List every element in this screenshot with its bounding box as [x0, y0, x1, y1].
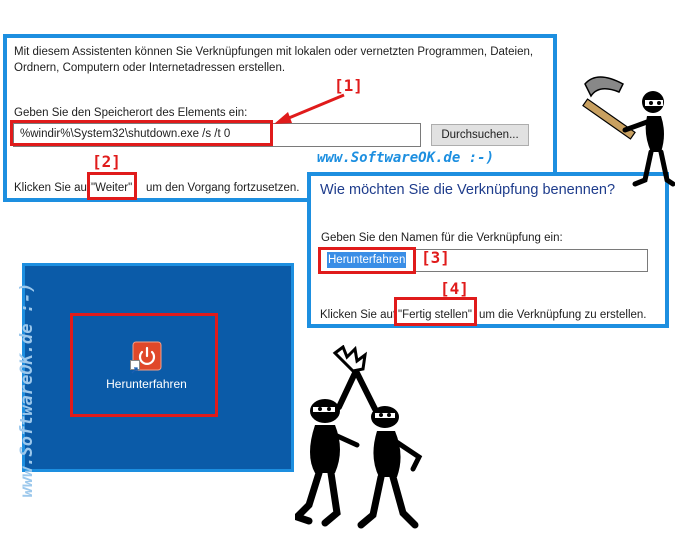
- highlight-shortcut: [70, 313, 218, 417]
- location-label: Geben Sie den Speicherort des Elements ein:: [14, 107, 248, 119]
- watermark-vertical: www.SoftwareOK.de :-): [17, 282, 37, 498]
- browse-button[interactable]: Durchsuchen...: [431, 124, 529, 146]
- name-label: Geben Sie den Namen für die Verknüpfung ein:: [321, 232, 563, 244]
- footer-text-pre: Klicken Sie auf: [14, 182, 91, 194]
- high-five-figures-icon: [295, 345, 435, 535]
- highlight-next: [87, 172, 137, 200]
- finish-reference: "Fertig stellen": [398, 309, 472, 321]
- intro-text: Mit diesem Assistenten können Sie Verknüpfungen mit lokalen oder vernetzten Programmen, Dateien,: [14, 46, 534, 58]
- highlight-location-input: [10, 120, 273, 146]
- highlight-finish: [394, 297, 477, 326]
- intro-text-2: Ordnern, Computern oder Internetadressen erstellen.: [14, 62, 286, 74]
- watermark-horizontal: www.SoftwareOK.de :-): [317, 150, 495, 166]
- footer-text-post: um den Vorgang fortzusetzen.: [146, 182, 300, 194]
- marker-4: [4]: [440, 279, 469, 298]
- dialog-title: Wie möchten Sie die Verknüpfung benennen?: [320, 182, 616, 198]
- highlight-name-input: [318, 247, 416, 274]
- footer-text-post: um die Verknüpfung zu erstellen.: [479, 309, 647, 321]
- marker-1: [1]: [334, 76, 363, 95]
- next-reference: "Weiter": [91, 182, 133, 194]
- marker-3: [3]: [421, 248, 450, 267]
- footer-text-pre: Klicken Sie auf: [320, 309, 397, 321]
- selected-name-text: Herunterfahren: [328, 254, 406, 266]
- arrow-icon: [270, 90, 350, 130]
- hammer-figure-icon: [575, 72, 675, 192]
- marker-2: [2]: [92, 152, 121, 171]
- shortcut-label: Herunterfahren: [106, 377, 187, 391]
- location-input[interactable]: %windir%\System32\shutdown.exe /s /t 0: [13, 123, 421, 147]
